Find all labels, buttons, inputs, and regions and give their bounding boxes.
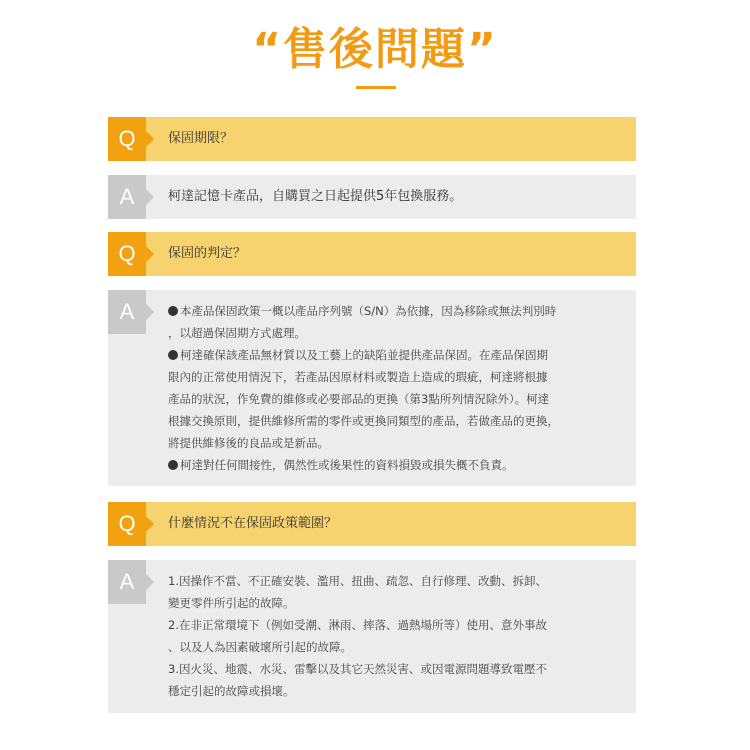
page-title: “售後問題” [252, 24, 498, 75]
answer-line: 本產品保固政策一概以產品序列號（S/N）為依據，因為移除或無法判別時 [168, 300, 618, 322]
answer-line: ，以超過保固期方式處理。 [168, 326, 306, 340]
badge-arrow-icon [146, 516, 154, 532]
answer-line: 柯達對任何間接性，偶然性或後果性的資料損毀或損失概不負責。 [168, 454, 618, 476]
badge-arrow-icon [146, 189, 154, 205]
faq-answer-1 [108, 175, 636, 219]
answer-line: 變更零件所引起的故障。 [168, 596, 295, 610]
title-underline [356, 86, 396, 89]
question-text: 什麼情況不在保固政策範圍？ [168, 516, 338, 531]
answer-line: 、以及人為因素破壞所引起的故障。 [168, 640, 352, 654]
answer-text-block [168, 570, 618, 702]
question-badge: Q [108, 117, 146, 161]
answer-line: 1.因操作不當、不正確安裝、濫用、扭曲、疏忽、自行修理、改動、拆卸、 [168, 574, 547, 588]
question-text: 保固的判定？ [168, 246, 247, 261]
bullet-icon [168, 306, 178, 316]
answer-text-block [168, 300, 618, 476]
answer-line: 3.因火災、地震、水災、雷擊以及其它天然災害、或因電源問題導致電壓不 [168, 662, 547, 676]
faq-question-1[interactable] [108, 117, 636, 161]
answer-line: 產品的狀況，作免費的維修或必要部品的更換（第3點所列情況除外）。柯達 [168, 392, 550, 406]
question-badge: Q [108, 232, 146, 276]
badge-arrow-icon [146, 131, 154, 147]
badge-arrow-icon [146, 574, 154, 590]
question-text: 保固期限？ [168, 131, 234, 146]
answer-badge: A [108, 560, 146, 604]
answer-line: 穩定引起的故障或損壞。 [168, 684, 295, 698]
faq-answer-2 [108, 290, 636, 486]
answer-line: 柯達確保該產品無材質以及工藝上的缺陷並提供產品保固。在產品保固期 [168, 344, 618, 366]
answer-line: 2.在非正常環境下（例如受潮、淋雨、摔落、過熱場所等）使用、意外事故 [168, 618, 547, 632]
badge-arrow-icon [146, 246, 154, 262]
bullet-icon [168, 460, 178, 470]
badge-arrow-icon [146, 304, 154, 320]
answer-line: 將提供維修後的良品或是新品。 [168, 436, 329, 450]
answer-text: 柯達記憶卡產品，自購買之日起提供5年包換服務。 [168, 189, 463, 204]
question-badge: Q [108, 502, 146, 546]
faq-question-3[interactable] [108, 502, 636, 546]
answer-line: 根據交換原則，提供維修所需的零件或更換同類型的產品，若做產品的更換， [168, 414, 559, 428]
answer-badge: A [108, 290, 146, 334]
faq-question-2[interactable] [108, 232, 636, 276]
answer-line: 限內的正常使用情況下，若產品因原材料或製造上造成的瑕疵，柯達將根據 [168, 370, 548, 384]
answer-badge: A [108, 175, 146, 219]
bullet-icon [168, 350, 178, 360]
faq-answer-3 [108, 560, 636, 713]
